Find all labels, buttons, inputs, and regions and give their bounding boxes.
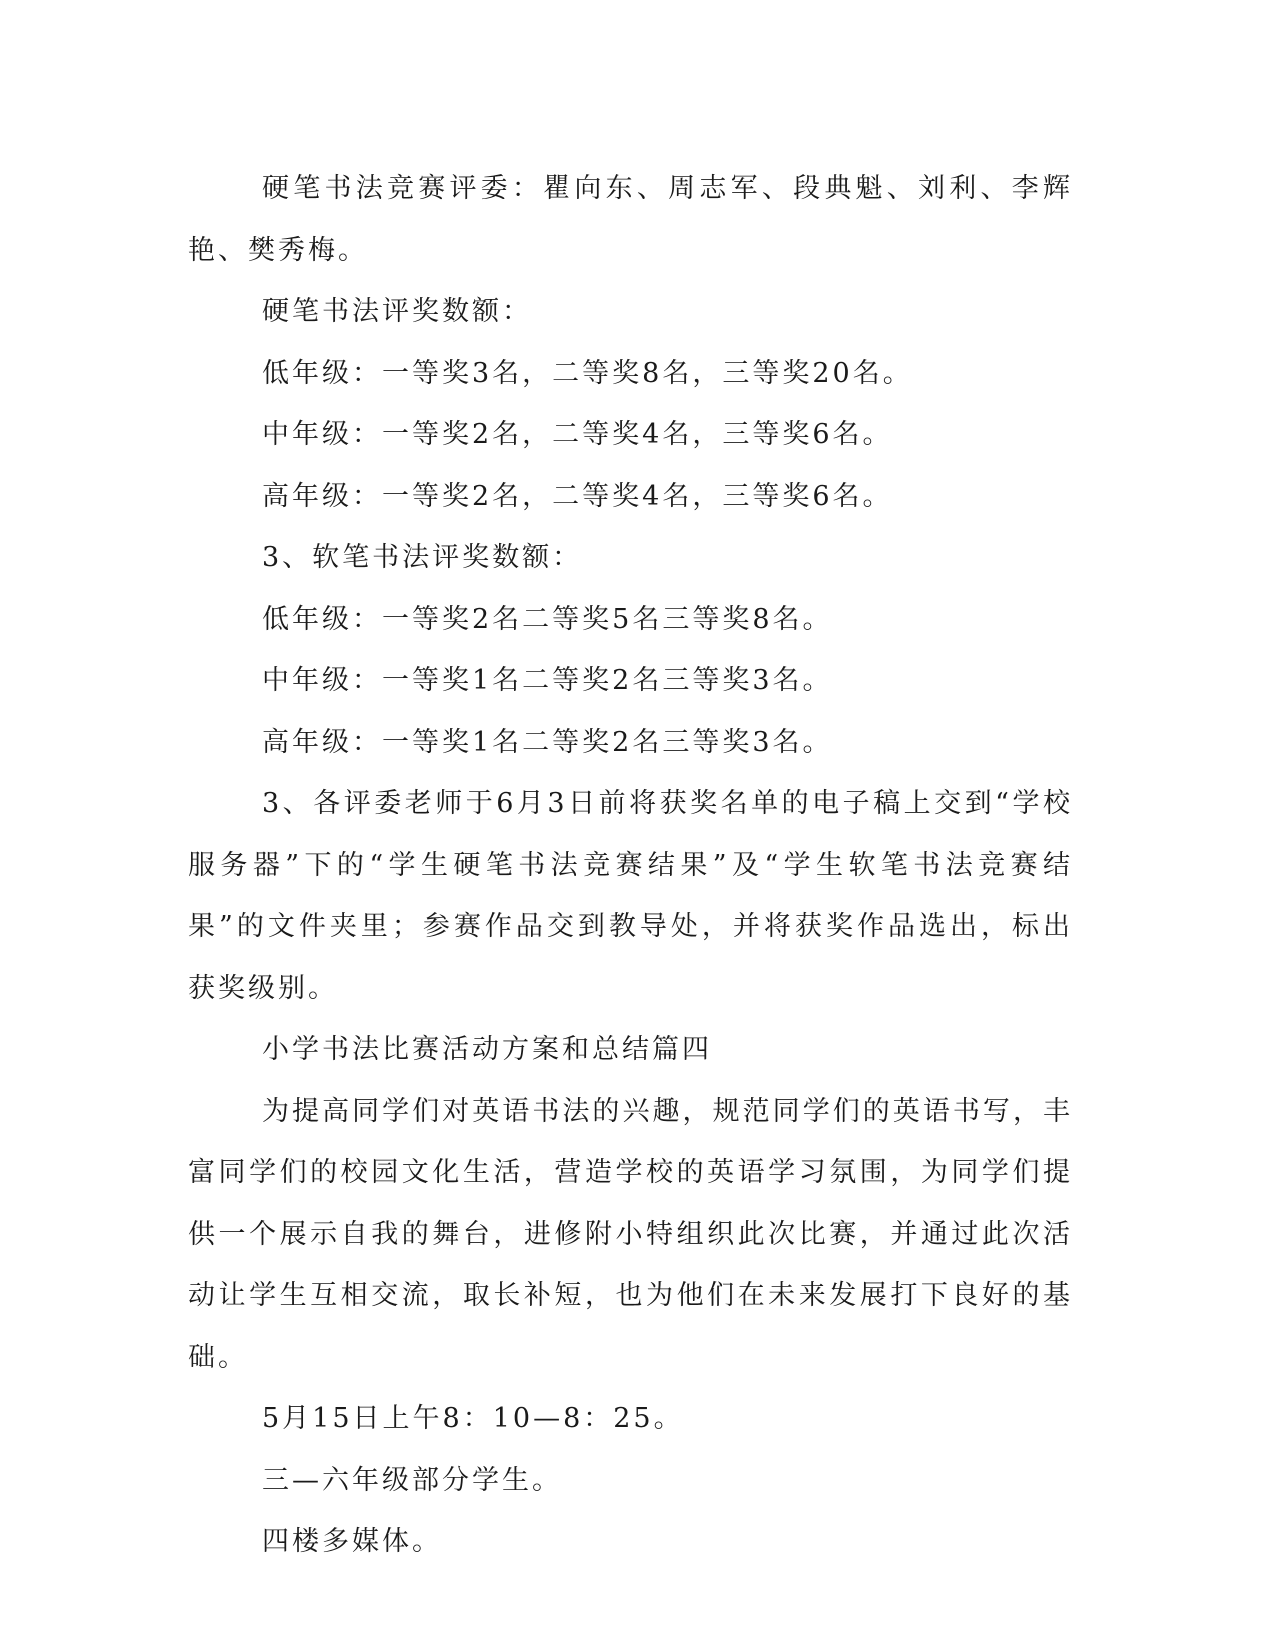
paragraph-soft-pen-lower-grade: 低年级：一等奖2名二等奖5名三等奖8名。 <box>262 603 833 635</box>
paragraph-time: 5月15日上午8：10—8：25。 <box>262 1403 684 1434</box>
paragraph-hard-pen-upper-grade: 高年级：一等奖2名，二等奖4名，三等奖6名。 <box>262 480 893 512</box>
paragraph-hard-pen-lower-grade: 低年级：一等奖3名，二等奖8名，三等奖20名。 <box>262 357 913 389</box>
paragraph-submission-instructions: 3、各评委老师于6月3日前将获奖名单的电子稿上交到“学校服务器”下的“学生硬笔书法竞赛结果”及“学生软笔书法竞赛结果”的文件夹里；参赛作品交到教导处，并将获奖作品选出，标出获奖级别。 <box>188 788 1073 1004</box>
paragraph-soft-pen-middle-grade: 中年级：一等奖1名二等奖2名三等奖3名。 <box>262 665 833 696</box>
document-body <box>188 158 1073 1573</box>
paragraph-soft-pen-award-quota: 3、软笔书法评奖数额： <box>262 542 583 573</box>
paragraph-hard-pen-award-quota: 硬笔书法评奖数额： <box>262 296 532 327</box>
paragraph-participants: 三—六年级部分学生。 <box>262 1464 562 1496</box>
paragraph-soft-pen-upper-grade: 高年级：一等奖1名二等奖2名三等奖3名。 <box>262 726 833 758</box>
section-heading-part-four: 小学书法比赛活动方案和总结篇四 <box>262 1034 712 1065</box>
paragraph-purpose: 为提高同学们对英语书法的兴趣，规范同学们的英语书写，丰富同学们的校园文化生活，营造学校的英语学习氛围，为同学们提供一个展示自我的舞台，进修附小特组织此次比赛，并通过此次活动让学生互相交流，取长补短，也为他们在未来发展打下良好的基础。 <box>188 1095 1073 1373</box>
paragraph-location: 四楼多媒体。 <box>262 1526 442 1557</box>
paragraph-hard-pen-judges: 硬笔书法竞赛评委：瞿向东、周志军、段典魁、刘利、李辉艳、樊秀梅。 <box>188 173 1073 266</box>
paragraph-hard-pen-middle-grade: 中年级：一等奖2名，二等奖4名，三等奖6名。 <box>262 419 893 450</box>
